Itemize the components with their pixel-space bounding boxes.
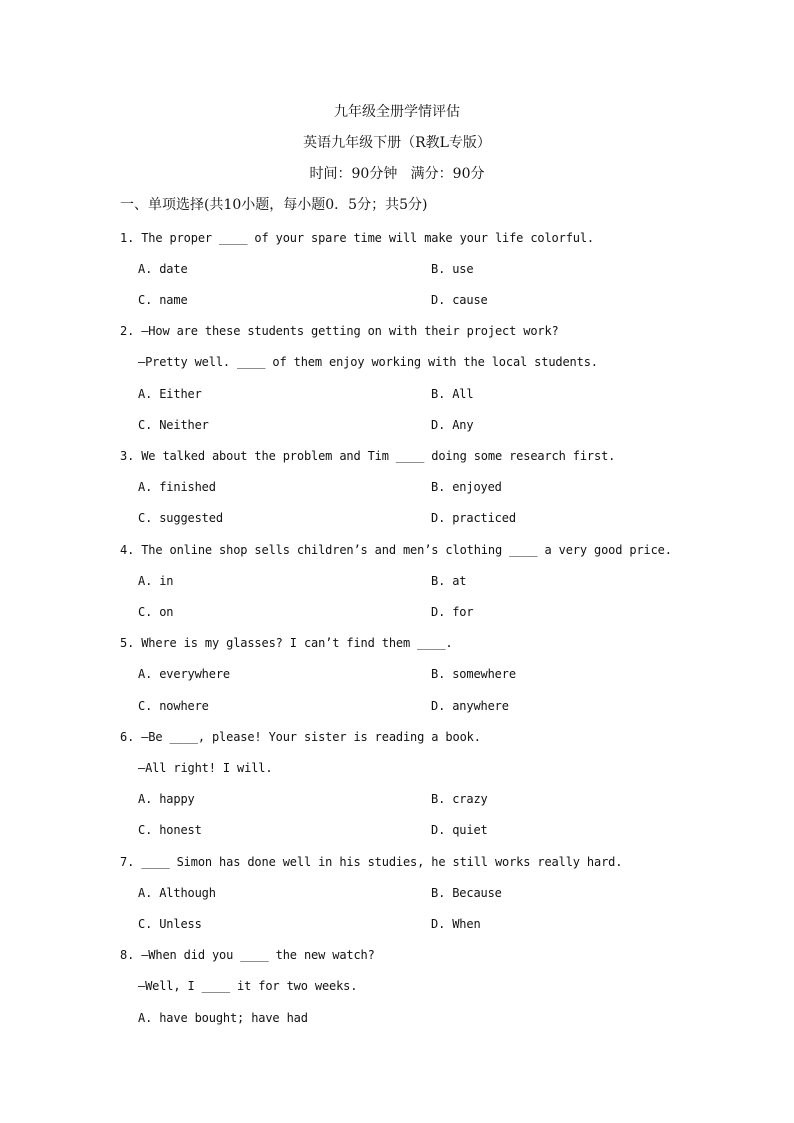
question-5-option-d: D. anywhere: [431, 699, 509, 713]
question-3-option-a: A. finished: [138, 480, 216, 494]
question-2-option-c: C. Neither: [138, 418, 209, 432]
question-2-sub: —Pretty well. ____ of them enjoy working with the local students.: [138, 355, 598, 369]
question-5-stem: 5. Where is my glasses? I can’t find them ____.: [120, 636, 453, 650]
question-8-sub: —Well, I ____ it for two weeks.: [138, 979, 358, 993]
question-7-option-c: C. Unless: [138, 917, 202, 931]
question-6-option-a: A. happy: [138, 792, 195, 806]
question-8-stem: 8. —When did you ____ the new watch?: [120, 948, 375, 962]
question-7-stem: 7. ____ Simon has done well in his studies, he still works really hard.: [120, 855, 623, 869]
question-6-option-c: C. honest: [138, 823, 202, 837]
question-2-option-b: B. All: [431, 387, 474, 401]
exam-subtitle: 英语九年级下册（R教L专版）: [303, 135, 491, 151]
question-3-stem: 3. We talked about the problem and Tim ____ doing some research first.: [120, 449, 616, 463]
question-7-option-a: A. Although: [138, 886, 216, 900]
question-5-option-c: C. nowhere: [138, 699, 209, 713]
question-6-option-b: B. crazy: [431, 792, 488, 806]
question-1-option-a: A. date: [138, 262, 188, 276]
question-4-option-b: B. at: [431, 574, 467, 588]
question-7-option-b: B. Because: [431, 886, 502, 900]
question-2-option-d: D. Any: [431, 418, 474, 432]
question-7-option-d: D. When: [431, 917, 481, 931]
question-5-option-a: A. everywhere: [138, 667, 230, 681]
question-8-option-a: A. have bought; have had: [138, 1011, 308, 1025]
exam-time-info: 时间：90分钟 满分：90分: [309, 166, 485, 182]
question-1-option-b: B. use: [431, 262, 474, 276]
question-5-option-b: B. somewhere: [431, 667, 516, 681]
question-4-stem: 4. The online shop sells children’s and men’s clothing ____ a very good price.: [120, 543, 672, 557]
section-heading: 一、单项选择(共10小题，每小题0．5分；共5分): [120, 197, 428, 213]
question-6-option-d: D. quiet: [431, 823, 488, 837]
question-6-sub: —All right! I will.: [138, 761, 273, 775]
question-3-option-d: D. practiced: [431, 511, 516, 525]
question-4-option-c: C. on: [138, 605, 174, 619]
question-1-stem: 1. The proper ____ of your spare time will make your life colorful.: [120, 231, 594, 245]
question-4-option-a: A. in: [138, 574, 174, 588]
question-3-option-b: B. enjoyed: [431, 480, 502, 494]
question-1-option-d: D. cause: [431, 293, 488, 307]
exam-title: 九年级全册学情评估: [334, 104, 460, 120]
question-1-option-c: C. name: [138, 293, 188, 307]
question-4-option-d: D. for: [431, 605, 474, 619]
question-2-stem: 2. —How are these students getting on with their project work?: [120, 324, 559, 338]
question-2-option-a: A. Either: [138, 387, 202, 401]
question-6-stem: 6. —Be ____, please! Your sister is reading a book.: [120, 730, 481, 744]
question-3-option-c: C. suggested: [138, 511, 223, 525]
